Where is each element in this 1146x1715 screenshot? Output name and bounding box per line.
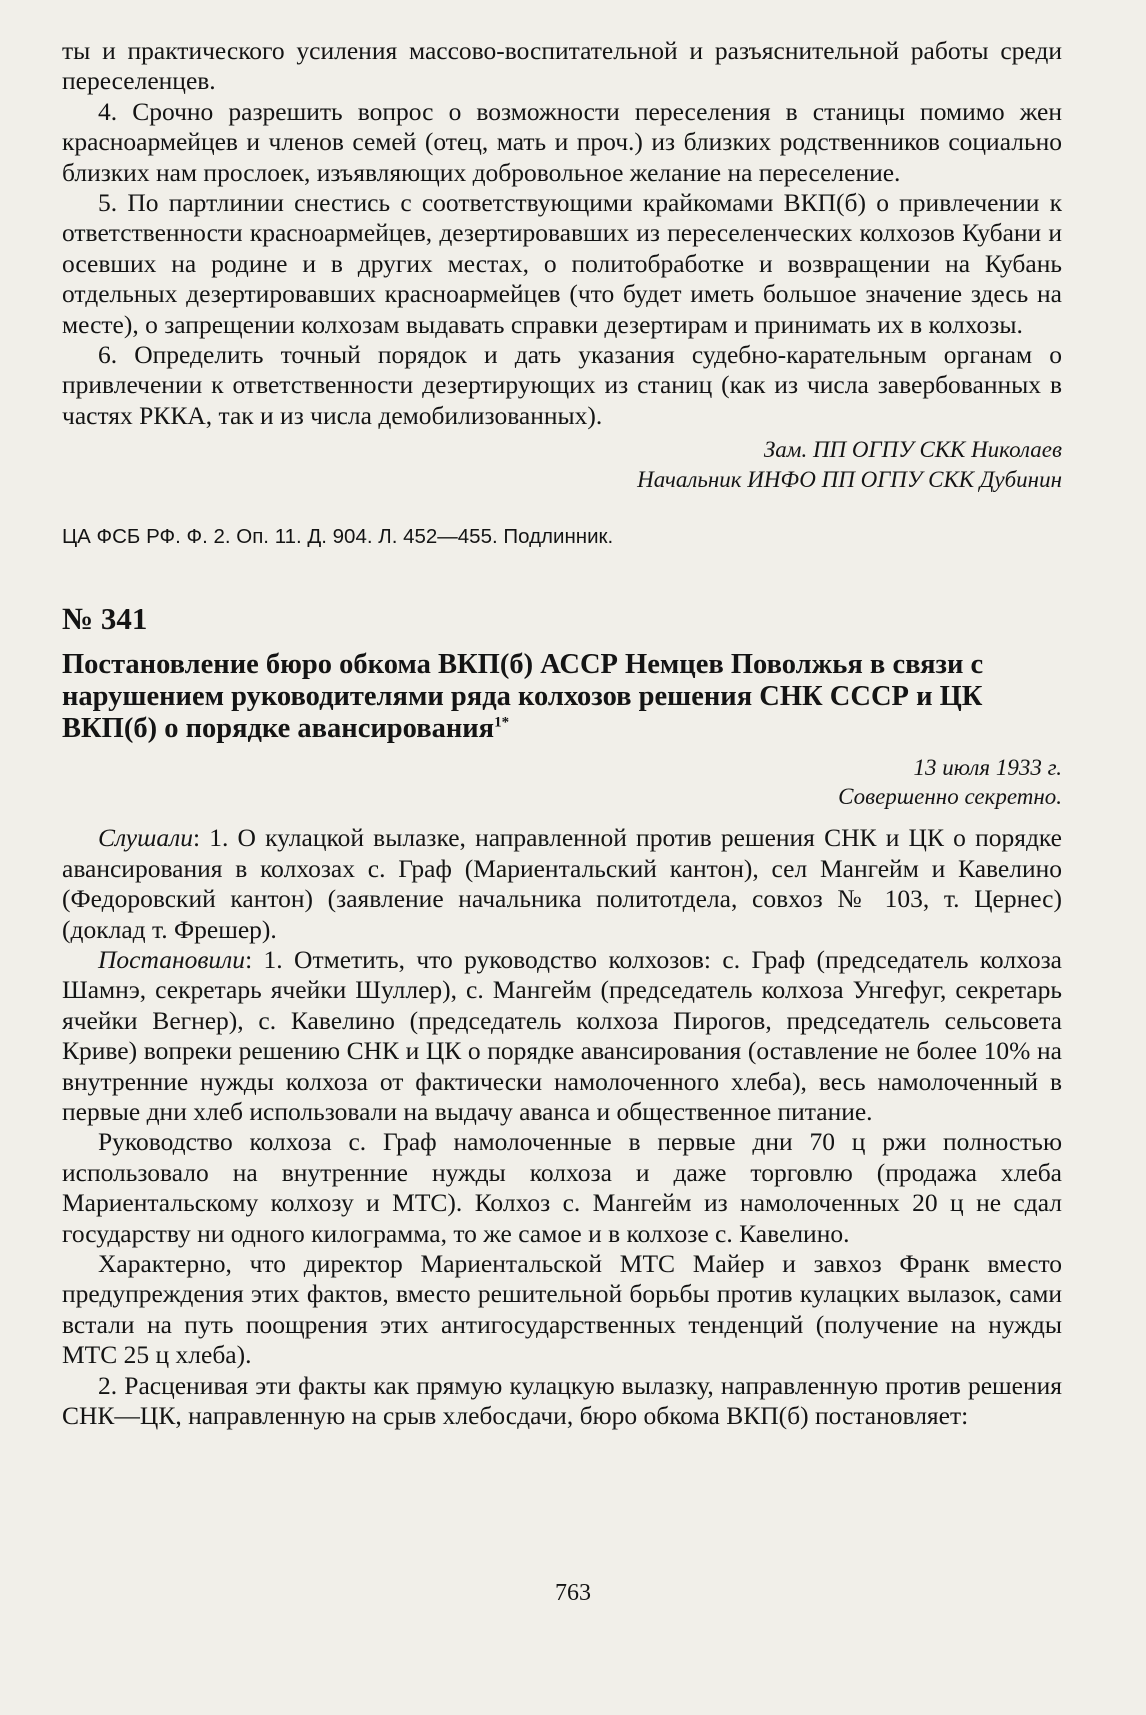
label-postanovili: Постановили xyxy=(98,944,246,974)
paragraph-graf: Руководство колхоза с. Граф намолоченные в первые дни 70 ц ржи полностью использовало на внутренние нужды колхоза и даже торговлю (продажа хлеба Мариентальскому колхозу и МТС). Колхоз с. Мангейм из намолоченных 20 ц не сдал государству ни одного килограмма, то же самое и в колхозе с. Кавелино. xyxy=(62,1127,1062,1248)
classification-stamp: Совершенно секретно. xyxy=(838,784,1062,810)
archive-reference: ЦА ФСБ РФ. Ф. 2. Оп. 11. Д. 904. Л. 452—455. Подлинник. xyxy=(62,525,614,549)
document-date: 13 июля 1933 г. xyxy=(913,755,1062,781)
top-section xyxy=(62,36,1062,431)
postanovili-text: : 1. Отметить, что руководство колхозов: с. Граф (председатель колхоза Шамнэ, секретарь ячейки Шуллер), с. Мангейм (председатель колхоза Унгефуг, секретарь ячейки Вегнер), с. Кавелино (председатель колхоза Пирогов, председатель сельсовета Криве) вопреки решению СНК и ЦК о порядке авансирования (оставление не более 10% на внутренние нужды колхоза от фактически намолоченного хлеба), весь намолоченный в первые дни хлеб использовали на выдачу аванса и общественное питание. xyxy=(62,944,1062,1126)
signature-deputy: Зам. ПП ОГПУ СКК Николаев xyxy=(763,437,1062,463)
paragraph-mts: Характерно, что директор Мариентальской МТС Майер и завхоз Франк вместо предупреждения этих фактов, вместо решительной борьбы против кулацких вылазок, сами встали на путь поощрения этих антигосударственных тенденций (получение на нужды МТС 25 ц хлеба). xyxy=(62,1248,1062,1370)
signature-chief: Начальник ИНФО ПП ОГПУ СКК Дубинин xyxy=(637,467,1062,493)
paragraph-item-4: 4. Срочно разрешить вопрос о возможности переселения в станицы помимо жен красноармейцев и членов семей (отец, мать и проч.) из близких родственников социально близких нам прослоек, изъявляющих добровольное желание на переселение. xyxy=(62,96,1062,187)
label-slushali: Слушали xyxy=(98,823,193,853)
document-title xyxy=(62,649,1062,745)
paragraph-postanovili xyxy=(62,945,1062,1127)
paragraph-resolution-2: 2. Расценивая эти факты как прямую кулацкую вылазку, направленную против решения СНК—ЦК, направленную на срыв хлебосдачи, бюро обкома ВКП(б) постановляет: xyxy=(62,1370,1062,1430)
footnote-marker: 1* xyxy=(494,714,510,731)
paragraph-item-5: 5. По партлинии снестись с соответствующими крайкомами ВКП(б) о привлечении к ответственности красноармейцев, дезертировавших из переселенческих колхозов Кубани и осевших на родине и в других местах, о политобработке и возвращении на Кубань отдельных дезертировавших красноармейцев (что будет иметь большое значение здесь на месте), о запрещении колхозам выдавать справки дезертирам и принимать их в колхозы. xyxy=(62,188,1062,339)
document-title-text: Постановление бюро обкома ВКП(б) АССР Немцев Поволжья в связи с нарушением руководителями ряда колхозов решения СНК СССР и ЦК ВКП(б) о порядке авансирования xyxy=(62,649,984,745)
paragraph-continuation: ты и практического усиления массово-воспитательной и разъяснительной работы среди переселенцев. xyxy=(62,36,1062,96)
paragraph-item-6: 6. Определить точный порядок и дать указания судебно-карательным органам о привлечении к ответственности дезертирующих из станиц (как из числа завербованных в частях РККА, так и из числа демобилизованных). xyxy=(62,340,1062,430)
page-number: 763 xyxy=(555,1580,591,1606)
document-number: № 341 xyxy=(62,601,148,637)
paragraph-slushali xyxy=(62,823,1062,945)
slushali-text: : 1. О кулацкой вылазке, направленной против решения СНК и ЦК о порядке авансирования в колхозах с. Граф (Мариентальский кантон), сел Мангейм и Кавелино (Федоровский кантон) (заявление начальника политотдела, совхоз № 103, т. Цернес) (доклад т. Фрешер). xyxy=(62,823,1062,944)
